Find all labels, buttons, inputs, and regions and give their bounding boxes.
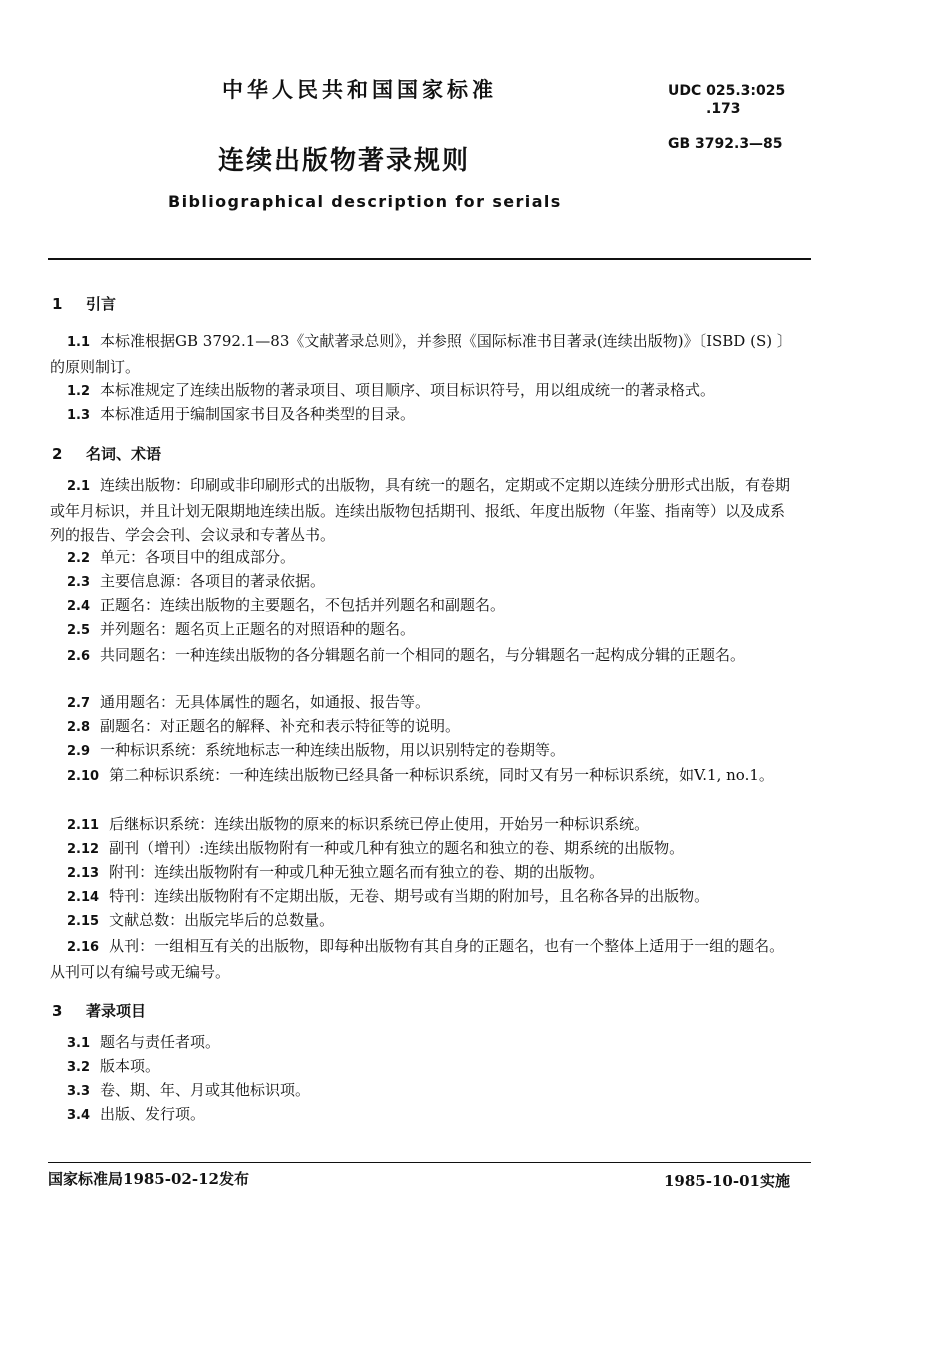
title-chinese: 连续出版物著录规则 bbox=[218, 146, 471, 176]
clause-2-5: 2.5 并列题名：题名页上正题名的对照语种的题名。 bbox=[67, 620, 416, 638]
clause-2-16: 2.16 从刊：一组相互有关的出版物，即每种出版物有其自身的正题名，也有一个整体上适用于一组的题名。从刊可以有编号或无编号。 bbox=[50, 937, 785, 981]
clause-2-6: 2.6 共同题名：一种连续出版物的各分辑题名前一个相同的题名，与分辑题名一起构成分辑的正题名。 bbox=[67, 646, 746, 664]
udc-label: UDC bbox=[668, 83, 702, 99]
top-divider bbox=[48, 258, 811, 260]
udc-continuation: .173 bbox=[706, 101, 741, 117]
clause-2-12: 2.12 副刊（增刊）:连续出版物附有一种或几种有独立的题名和独立的卷、期系统的出版物。 bbox=[67, 839, 685, 857]
title-english: Bibliographical description for serials bbox=[168, 192, 562, 211]
clause-2-1: 2.1 连续出版物：印刷或非印刷形式的出版物，具有统一的题名，定期或不定期以连续分册形式出版，有卷期或年月标识，并且计划无限期地连续出版。连续出版物包括期刊、报纸、年度出版物（年鉴、指南等）以及成系列的报告、学会会刊、会议录和专著丛书。 bbox=[50, 476, 791, 544]
clause-2-4: 2.4 正题名：连续出版物的主要题名，不包括并列题名和副题名。 bbox=[67, 596, 506, 614]
clause-1-2: 1.2 本标准规定了连续出版物的著录项目、项目顺序、项目标识符号，用以组成统一的著录格式。 bbox=[67, 381, 716, 399]
section-heading-2: 2 名词、术语 bbox=[52, 445, 162, 463]
effective-date: 1985-10-01实施 bbox=[664, 1172, 790, 1190]
clause-2-7: 2.7 通用题名：无具体属性的题名，如通报、报告等。 bbox=[67, 693, 431, 711]
gb-standard-code: GB 3792.3—85 bbox=[668, 136, 783, 152]
clause-2-3: 2.3 主要信息源：各项目的著录依据。 bbox=[67, 572, 326, 590]
clause-2-11: 2.11 后继标识系统：连续出版物的原来的标识系统已停止使用，开始另一种标识系统。 bbox=[67, 815, 650, 833]
issue-date: 国家标准局1985-02-12发布 bbox=[48, 1170, 249, 1188]
clause-2-13: 2.13 附刊：连续出版物附有一种或几种无独立题名而有独立的卷、期的出版物。 bbox=[67, 863, 605, 881]
clause-3-1: 3.1 题名与责任者项。 bbox=[67, 1033, 221, 1051]
clause-2-14: 2.14 特刊：连续出版物附有不定期出版，无卷、期号或有当期的附加号，且名称各异的出版物。 bbox=[67, 887, 710, 905]
clause-3-3: 3.3 卷、期、年、月或其他标识项。 bbox=[67, 1081, 311, 1099]
bottom-divider bbox=[48, 1162, 811, 1163]
clause-2-2: 2.2 单元：各项目中的组成部分。 bbox=[67, 548, 296, 566]
clause-2-10: 2.10 第二种标识系统：一种连续出版物已经具备一种标识系统，同时又有另一种标识系统，如V.1, no.1。 bbox=[67, 766, 774, 784]
udc-code bbox=[668, 82, 785, 118]
clause-2-15: 2.15 文献总数：出版完毕后的总数量。 bbox=[67, 911, 335, 929]
clause-1-3: 1.3 本标准适用于编制国家书目及各种类型的目录。 bbox=[67, 405, 416, 423]
clause-2-8: 2.8 副题名：对正题名的解释、补充和表示特征等的说明。 bbox=[67, 717, 461, 735]
clause-2-9: 2.9 一种标识系统：系统地标志一种连续出版物，用以识别特定的卷期等。 bbox=[67, 741, 566, 759]
clause-3-4: 3.4 出版、发行项。 bbox=[67, 1105, 206, 1123]
udc-value: 025.3:025 bbox=[706, 83, 786, 99]
clause-1-1: 1.1 本标准根据GB 3792.1—83《文献著录总则》，并参照《国际标准书目著录(连续出版物)》〔ISBD (S) 〕的原则制订。 bbox=[50, 332, 792, 376]
section-heading-1: 1 引言 bbox=[52, 295, 117, 313]
section-heading-3: 3 著录项目 bbox=[52, 1002, 147, 1020]
issuing-agency: 中华人民共和国国家标准 bbox=[222, 77, 497, 102]
clause-3-2: 3.2 版本项。 bbox=[67, 1057, 161, 1075]
